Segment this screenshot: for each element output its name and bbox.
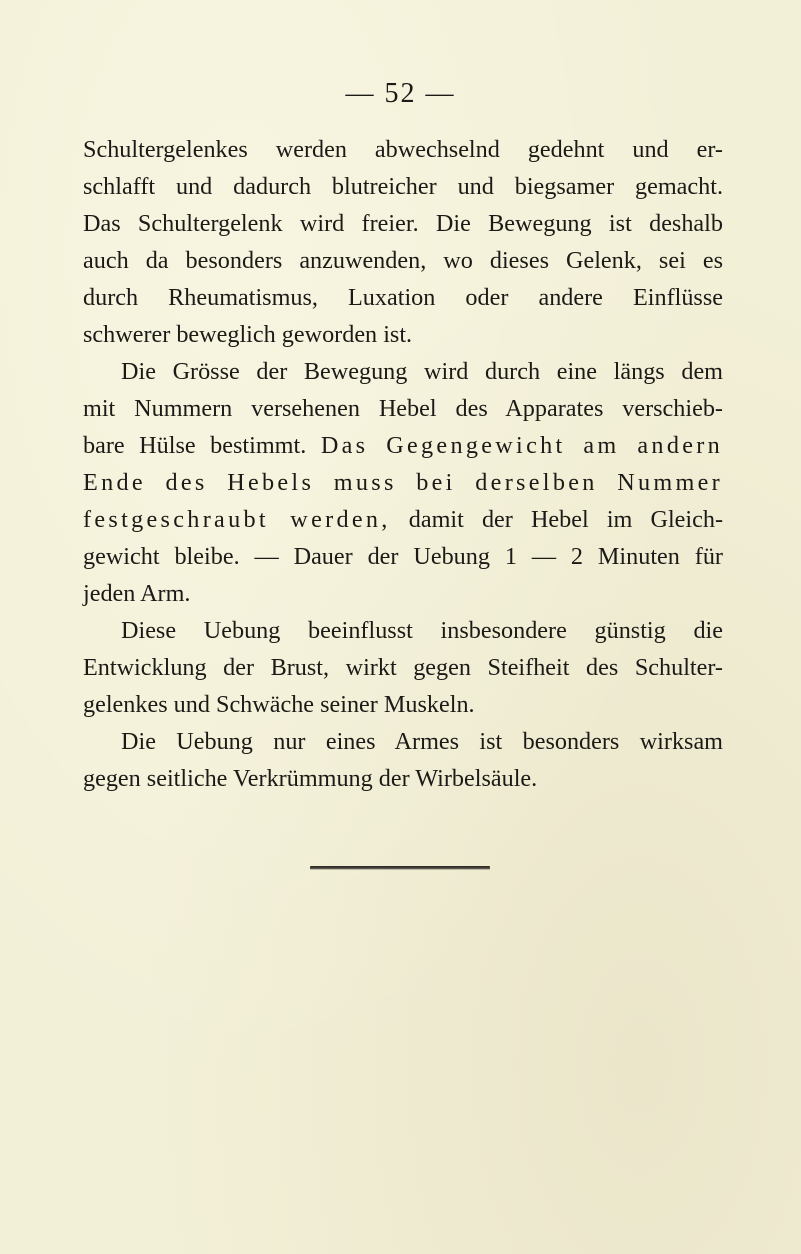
- text-line: mit Nummern versehenen Hebel des Apparates verschieb-: [83, 395, 723, 422]
- text-line: [83, 501, 723, 538]
- page-number: — 52 —: [345, 78, 456, 109]
- text-line: gewicht bleibe. — Dauer der Uebung 1 — 2 Minuten für: [83, 543, 723, 570]
- text-line: Die Grösse der Bewegung wird durch eine längs dem: [121, 358, 723, 385]
- text-line: auch da besonders anzuwenden, wo dieses Gelenk, sei es: [83, 247, 723, 274]
- text-line: gegen seitliche Verkrümmung der Wirbelsäule.: [83, 765, 538, 792]
- text-line: schlafft und dadurch blutreicher und biegsamer gemacht.: [83, 173, 723, 200]
- text-line: gelenkes und Schwäche seiner Muskeln.: [83, 691, 475, 718]
- text-segment: damit der Hebel im Gleich-: [408, 506, 724, 533]
- text-line: Diese Uebung beeinflusst insbesondere günstig die: [121, 617, 723, 644]
- emphasized-text: Das Gegengewicht am andern: [320, 432, 724, 459]
- emphasized-text-line: Ende des Hebels muss bei derselben Nummer: [83, 469, 723, 496]
- text-line: schwerer beweglich geworden ist.: [83, 321, 413, 348]
- emphasized-text: festgeschraubt werden,: [83, 506, 391, 533]
- section-divider: [310, 866, 490, 870]
- text-line: jeden Arm.: [83, 580, 191, 607]
- text-segment: bare Hülse bestimmt.: [83, 432, 307, 459]
- text-line: Schultergelenkes werden abwechselnd gedehnt und er-: [83, 136, 723, 163]
- text-line: durch Rheumatismus, Luxation oder andere Einflüsse: [83, 284, 723, 311]
- text-line: [83, 427, 723, 464]
- text-line: Entwicklung der Brust, wirkt gegen Steifheit des Schulter-: [83, 654, 723, 681]
- text-line: Die Uebung nur eines Armes ist besonders wirksam: [121, 728, 723, 755]
- body-text: [83, 131, 723, 797]
- text-line: Das Schultergelenk wird freier. Die Bewegung ist deshalb: [83, 210, 723, 237]
